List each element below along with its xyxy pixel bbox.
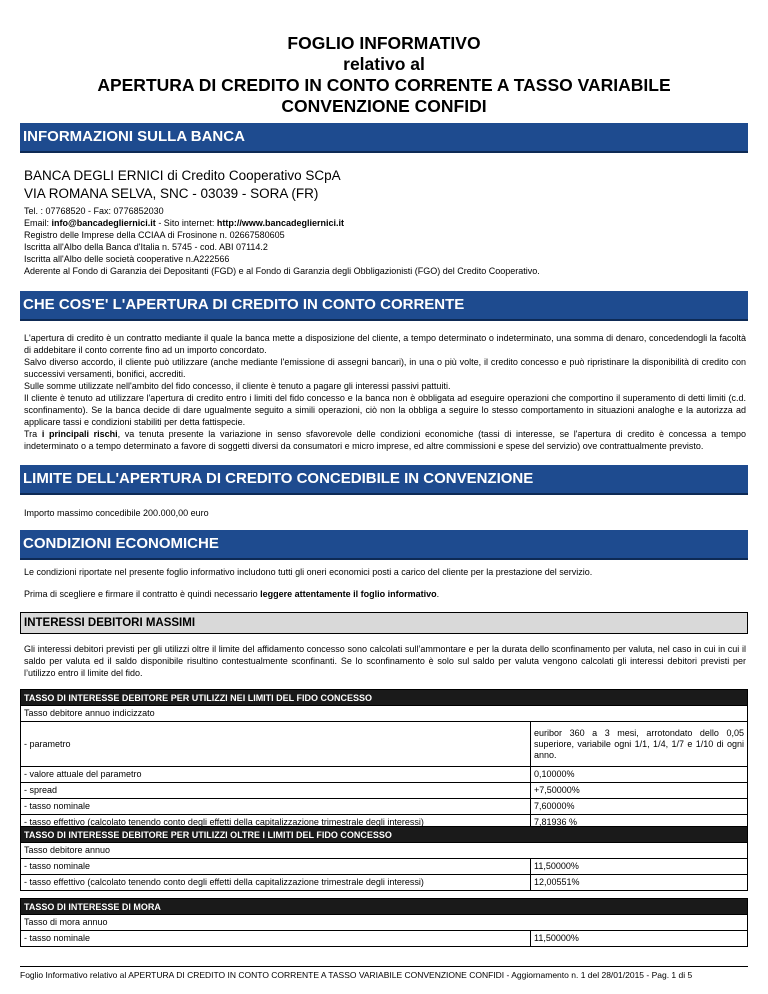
table3-subtitle: Tasso di mora annuo bbox=[21, 915, 748, 931]
site-prefix: - Sito internet: bbox=[155, 218, 217, 228]
table3-row-label: - tasso nominale bbox=[21, 931, 531, 947]
title-line-4: CONVENZIONE CONFIDI bbox=[281, 96, 487, 116]
table-row bbox=[21, 875, 748, 891]
title-line-1: FOGLIO INFORMATIVO bbox=[287, 33, 481, 53]
section-heading-conditions: CONDIZIONI ECONOMICHE bbox=[20, 530, 748, 560]
table3-row-value: 11,50000% bbox=[531, 931, 748, 947]
title-line-2: relativo al bbox=[343, 54, 425, 74]
table1-row-value: 7,81936 % bbox=[531, 815, 748, 831]
what-paragraph-4: Il cliente è tenuto ad utilizzare l'apertura di credito entro i limiti del fido concesso e la banca non è obbligata ad eseguire operazioni che comportino il superamento di detti limiti (c.d. sconfinamento). Se la banca decide di dare ugualmente seguito a simili operazioni, ciò non la obbliga a seguire lo stesso comportamento in situazioni analoghe e la autorizza ad applicare tassi e condizioni stabiliti per detta fattispecie. bbox=[24, 393, 746, 427]
table1-row-value: +7,50000% bbox=[531, 783, 748, 799]
table-row bbox=[21, 931, 748, 947]
subheading-interessi: INTERESSI DEBITORI MASSIMI bbox=[20, 612, 748, 634]
table-row bbox=[21, 783, 748, 799]
table1-row-label: - parametro bbox=[21, 722, 531, 767]
bank-name-line-1: BANCA DEGLI ERNICI di Credito Cooperativo SCpA bbox=[24, 168, 341, 183]
title-line-3: APERTURA DI CREDITO IN CONTO CORRENTE A TASSO VARIABILE bbox=[97, 75, 671, 95]
document-title bbox=[20, 33, 748, 117]
conditions-paragraph-1: Le condizioni riportate nel presente foglio informativo includono tutti gli oneri economici posti a carico del cliente per la prestazione del servizio. bbox=[24, 567, 593, 577]
table3-header: TASSO DI INTERESSE DI MORA bbox=[21, 899, 748, 915]
conditions-p2-bold: leggere attentamente il foglio informativo bbox=[260, 589, 437, 599]
interessi-text: Gli interessi debitori previsti per gli utilizzi oltre il limite del affidamento concesso sono calcolati sull’ammontare e per la durata dello sconfinamento per valuta, nel caso in cui in cui il saldo per valuta ed il saldo disponibile risultino contestualmente sconfinanti. Se lo sconfinamento è solo sul saldo per valuta vengono calcolati gli interessi debitori previsti per l’utilizzo entro il limite del fido. bbox=[24, 644, 746, 678]
table2-row-value: 12,00551% bbox=[531, 875, 748, 891]
rate-table-mora bbox=[20, 898, 748, 947]
page-footer: Foglio Informativo relativo al APERTURA DI CREDITO IN CONTO CORRENTE A TASSO VARIABILE CONVENZIONE CONFIDI - Aggiornamento n. 1 del 28/01/2015 - Pag. 1 di 5 bbox=[20, 966, 748, 981]
bank-website-link[interactable]: http://www.bancadegliernici.it bbox=[216, 218, 345, 228]
bank-albo-coop: Iscritta all'Albo delle società cooperative n.A222566 bbox=[24, 254, 230, 264]
bank-details bbox=[24, 205, 540, 277]
bank-phone: Tel. : 07768520 - Fax: 0776852030 bbox=[24, 206, 164, 216]
table-row bbox=[21, 859, 748, 875]
bank-contacts bbox=[24, 217, 540, 229]
table1-row-value: 0,10000% bbox=[531, 767, 748, 783]
table2-subtitle: Tasso debitore annuo bbox=[21, 843, 748, 859]
what-text bbox=[24, 332, 746, 452]
bank-registro: Registro delle Imprese della CCIAA di Frosinone n. 02667580605 bbox=[24, 230, 285, 240]
bank-fondi: Aderente al Fondo di Garanzia dei Depositanti (FGD) e al Fondo di Garanzia degli Obbligazionisti (FGO) del Credito Cooperativo. bbox=[24, 266, 540, 276]
table2-header: TASSO DI INTERESSE DEBITORE PER UTILIZZI OLTRE I LIMITI DEL FIDO CONCESSO bbox=[21, 827, 748, 843]
risk-bold: i principali rischi bbox=[41, 429, 118, 439]
bank-albo-bi: Iscritta all'Albo della Banca d'Italia n. 5745 - cod. ABI 07114.2 bbox=[24, 242, 268, 252]
bank-name bbox=[24, 167, 341, 203]
table-row bbox=[21, 799, 748, 815]
table1-row-value: 7,60000% bbox=[531, 799, 748, 815]
what-paragraph-3: Sulle somme utilizzate nell'ambito del fido concesso, il cliente è tenuto a pagare gli interessi passivi pattuiti. bbox=[24, 381, 451, 391]
email-prefix: Email: bbox=[24, 218, 52, 228]
what-paragraph-5 bbox=[24, 428, 746, 452]
risk-prefix: Tra bbox=[24, 429, 42, 439]
section-heading-bank: INFORMAZIONI SULLA BANCA bbox=[20, 123, 748, 153]
conditions-p2-suffix: . bbox=[436, 589, 440, 599]
table1-row-label: - spread bbox=[21, 783, 531, 799]
what-paragraph-1: L'apertura di credito è un contratto mediante il quale la banca mette a disposizione del cliente, a tempo determinato o indeterminato, una somma di denaro, concedendogli la facoltà di addebitare il conto corrente fino ad un importo concordato. bbox=[24, 333, 746, 355]
what-paragraph-2: Salvo diverso accordo, il cliente può utilizzare (anche mediante l'emissione di assegni bancari), in una o più volte, il credito concesso e può ripristinare la disponibilità di credito con successivi versamenti, bonifici, accrediti. bbox=[24, 357, 746, 379]
rate-table-over-limit bbox=[20, 826, 748, 891]
table1-header: TASSO DI INTERESSE DEBITORE PER UTILIZZI NEI LIMITI DEL FIDO CONCESSO bbox=[21, 690, 748, 706]
rate-table-within-limit bbox=[20, 689, 748, 831]
table1-row-value: euribor 360 a 3 mesi, arrotondato dello 0,05 superiore, variabile ogni 1/1, 1/4, 1/7 e 1/10 di ogni anno. bbox=[531, 722, 748, 767]
table1-row-label: - tasso nominale bbox=[21, 799, 531, 815]
table1-row-label: - tasso effettivo (calcolato tenendo conto degli effetti della capitalizzazione trimestrale degli interessi) bbox=[21, 815, 531, 831]
table-row bbox=[21, 767, 748, 783]
conditions-paragraph-2 bbox=[24, 588, 746, 600]
bank-address: VIA ROMANA SELVA, SNC - 03039 - SORA (FR) bbox=[24, 186, 319, 201]
table2-row-value: 11,50000% bbox=[531, 859, 748, 875]
section-heading-limit: LIMITE DELL'APERTURA DI CREDITO CONCEDIBILE IN CONVENZIONE bbox=[20, 465, 748, 495]
bank-email-link[interactable]: info@bancadegliernici.it bbox=[51, 218, 156, 228]
table1-subtitle: Tasso debitore annuo indicizzato bbox=[21, 706, 748, 722]
table1-row-label: - valore attuale del parametro bbox=[21, 767, 531, 783]
table2-row-label: - tasso effettivo (calcolato tenendo conto degli effetti della capitalizzazione trimestrale degli interessi) bbox=[21, 875, 531, 891]
conditions-p2-prefix: Prima di scegliere e firmare il contratto è quindi necessario bbox=[24, 589, 261, 599]
section-heading-what: CHE COS'E' L'APERTURA DI CREDITO IN CONTO CORRENTE bbox=[20, 291, 748, 321]
risk-suffix: , va tenuta presente la variazione in senso sfavorevole delle condizioni economiche (tassi di interesse, se l'apertura di credito è concessa a tempo indeterminato o a tempo determinato a favore di soggetti diversi da consumatori e micro imprese, ed altre commissioni e spese del servizio) ove contrattualmente previsto. bbox=[24, 429, 746, 451]
table2-row-label: - tasso nominale bbox=[21, 859, 531, 875]
table-row bbox=[21, 722, 748, 767]
limit-text: Importo massimo concedibile 200.000,00 euro bbox=[24, 508, 209, 518]
